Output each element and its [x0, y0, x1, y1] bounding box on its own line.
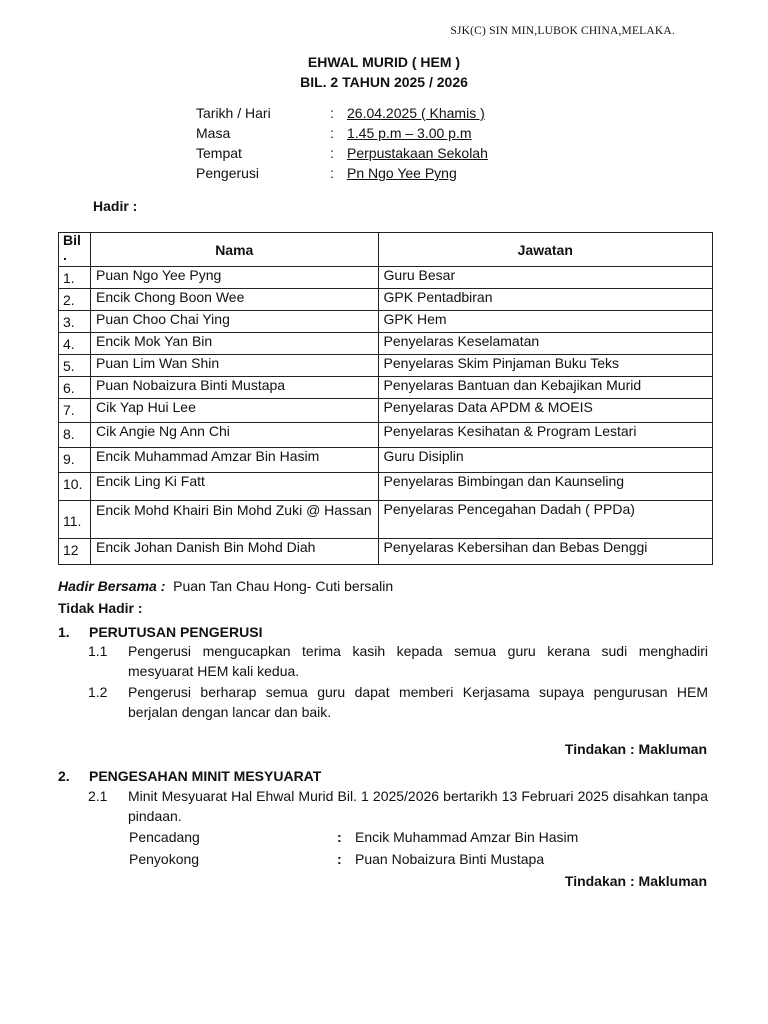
hadir-bersama-line: [58, 578, 393, 594]
item-number: 2.1: [88, 788, 108, 804]
cell-jawatan: Penyelaras Keselamatan: [378, 333, 712, 355]
cell-bil: 5.: [59, 355, 91, 377]
meta-label: Pengerusi: [196, 165, 260, 181]
cell-jawatan: Guru Besar: [378, 267, 712, 289]
meta-label: Tempat: [196, 145, 242, 161]
cell-jawatan: Penyelaras Kesihatan & Program Lestari: [378, 423, 712, 448]
penyokong-row: [129, 851, 544, 867]
document-subtitle: BIL. 2 TAHUN 2025 / 2026: [300, 74, 468, 90]
meta-colon: :: [330, 145, 334, 161]
section-number: 2.: [58, 768, 70, 784]
cell-bil: 9.: [59, 448, 91, 473]
meta-value: 1.45 p.m – 3.00 p.m: [347, 125, 472, 141]
cell-bil: 6.: [59, 377, 91, 399]
meta-label: Tarikh / Hari: [196, 105, 271, 121]
signatory-label: Penyokong: [129, 851, 200, 867]
signatory-colon: :: [337, 851, 342, 867]
table-row: [59, 267, 713, 289]
cell-bil: 10.: [59, 473, 91, 501]
header-bil: Bil .: [59, 233, 91, 267]
item-text: Pengerusi berharap semua guru dapat memberi Kerjasama supaya pengurusan HEM berjalan dengan lancar dan baik.: [128, 684, 708, 720]
item-1-2: [88, 682, 708, 722]
cell-jawatan: Penyelaras Data APDM & MOEIS: [378, 399, 712, 423]
cell-bil: 4.: [59, 333, 91, 355]
cell-nama: Puan Choo Chai Ying: [90, 311, 378, 333]
cell-jawatan: Penyelaras Kebersihan dan Bebas Denggi: [378, 539, 712, 565]
item-text: Pengerusi mengucapkan terima kasih kepada semua guru kerana sudi menghadiri mesyuarat HEM kali kedua.: [128, 643, 708, 679]
section-title: PERUTUSAN PENGERUSI: [89, 624, 263, 640]
pencadang-row: [129, 829, 578, 845]
cell-jawatan: GPK Hem: [378, 311, 712, 333]
item-text: Minit Mesyuarat Hal Ehwal Murid Bil. 1 2025/2026 bertarikh 13 Februari 2025 disahkan tanpa pindaan.: [128, 788, 708, 824]
document-title: EHWAL MURID ( HEM ): [307, 54, 461, 70]
table-row: [59, 501, 713, 539]
meeting-details: [196, 103, 488, 183]
tidak-hadir-label: Tidak Hadir :: [58, 600, 143, 616]
table-row: [59, 311, 713, 333]
section-title: PENGESAHAN MINIT MESYUARAT: [89, 768, 322, 784]
cell-nama: Encik Ling Ki Fatt: [90, 473, 378, 501]
meta-row-masa: [196, 123, 488, 143]
item-number: 1.1: [88, 643, 108, 659]
section-2-heading: [58, 768, 321, 784]
signatory-colon: :: [337, 829, 342, 845]
hadir-bersama-label: Hadir Bersama :: [58, 578, 166, 594]
table-row: [59, 377, 713, 399]
cell-bil: 1.: [59, 267, 91, 289]
meta-label: Masa: [196, 125, 231, 141]
meta-row-tarikh: [196, 103, 488, 123]
meta-value: Perpustakaan Sekolah: [347, 145, 488, 161]
table-row: [59, 423, 713, 448]
cell-nama: Cik Yap Hui Lee: [90, 399, 378, 423]
table-row: [59, 473, 713, 501]
school-header: SJK(C) SIN MIN,LUBOK CHINA,MELAKA.: [450, 25, 675, 37]
tindakan-2: Tindakan : Makluman: [564, 873, 707, 889]
hadir-label: Hadir :: [93, 198, 138, 214]
hadir-bersama-value: Puan Tan Chau Hong- Cuti bersalin: [173, 578, 394, 594]
item-2-1: [88, 786, 708, 826]
cell-bil: 3.: [59, 311, 91, 333]
item-1-1: [88, 641, 708, 681]
meta-value: 26.04.2025 ( Khamis ): [347, 105, 485, 121]
cell-nama: Encik Muhammad Amzar Bin Hasim: [90, 448, 378, 473]
cell-nama: Cik Angie Ng Ann Chi: [90, 423, 378, 448]
table-header-row: [59, 233, 713, 267]
table-row: [59, 289, 713, 311]
section-number: 1.: [58, 624, 70, 640]
item-number: 1.2: [88, 684, 108, 700]
cell-bil: 12: [59, 539, 91, 565]
table-row: [59, 399, 713, 423]
cell-nama: Encik Mohd Khairi Bin Mohd Zuki @ Hassan: [90, 501, 378, 539]
attendance-table: [58, 232, 713, 565]
cell-nama: Encik Johan Danish Bin Mohd Diah: [90, 539, 378, 565]
cell-nama: Encik Chong Boon Wee: [90, 289, 378, 311]
table-row: [59, 333, 713, 355]
cell-bil: 11.: [59, 501, 91, 539]
signatory-name: Encik Muhammad Amzar Bin Hasim: [355, 829, 579, 845]
cell-bil: 2.: [59, 289, 91, 311]
header-nama: Nama: [90, 233, 378, 267]
cell-bil: 8.: [59, 423, 91, 448]
cell-nama: Puan Ngo Yee Pyng: [90, 267, 378, 289]
cell-jawatan: Penyelaras Bimbingan dan Kaunseling: [378, 473, 712, 501]
cell-nama: Encik Mok Yan Bin: [90, 333, 378, 355]
meta-value: Pn Ngo Yee Pyng: [347, 165, 457, 181]
meta-colon: :: [330, 165, 334, 181]
cell-jawatan: Penyelaras Skim Pinjaman Buku Teks: [378, 355, 712, 377]
signatory-label: Pencadang: [129, 829, 200, 845]
meta-colon: :: [330, 105, 334, 121]
tindakan-1: Tindakan : Makluman: [564, 741, 707, 757]
cell-jawatan: Penyelaras Bantuan dan Kebajikan Murid: [378, 377, 712, 399]
signatory-name: Puan Nobaizura Binti Mustapa: [355, 851, 545, 867]
cell-bil: 7.: [59, 399, 91, 423]
meta-colon: :: [330, 125, 334, 141]
meta-row-tempat: [196, 143, 488, 163]
cell-nama: Puan Lim Wan Shin: [90, 355, 378, 377]
section-1-heading: [58, 624, 262, 640]
meta-row-pengerusi: [196, 163, 488, 183]
header-jawatan: Jawatan: [378, 233, 712, 267]
table-row: [59, 355, 713, 377]
cell-jawatan: Guru Disiplin: [378, 448, 712, 473]
table-row: [59, 448, 713, 473]
table-row: [59, 539, 713, 565]
cell-jawatan: GPK Pentadbiran: [378, 289, 712, 311]
cell-nama: Puan Nobaizura Binti Mustapa: [90, 377, 378, 399]
cell-jawatan: Penyelaras Pencegahan Dadah ( PPDa): [378, 501, 712, 539]
